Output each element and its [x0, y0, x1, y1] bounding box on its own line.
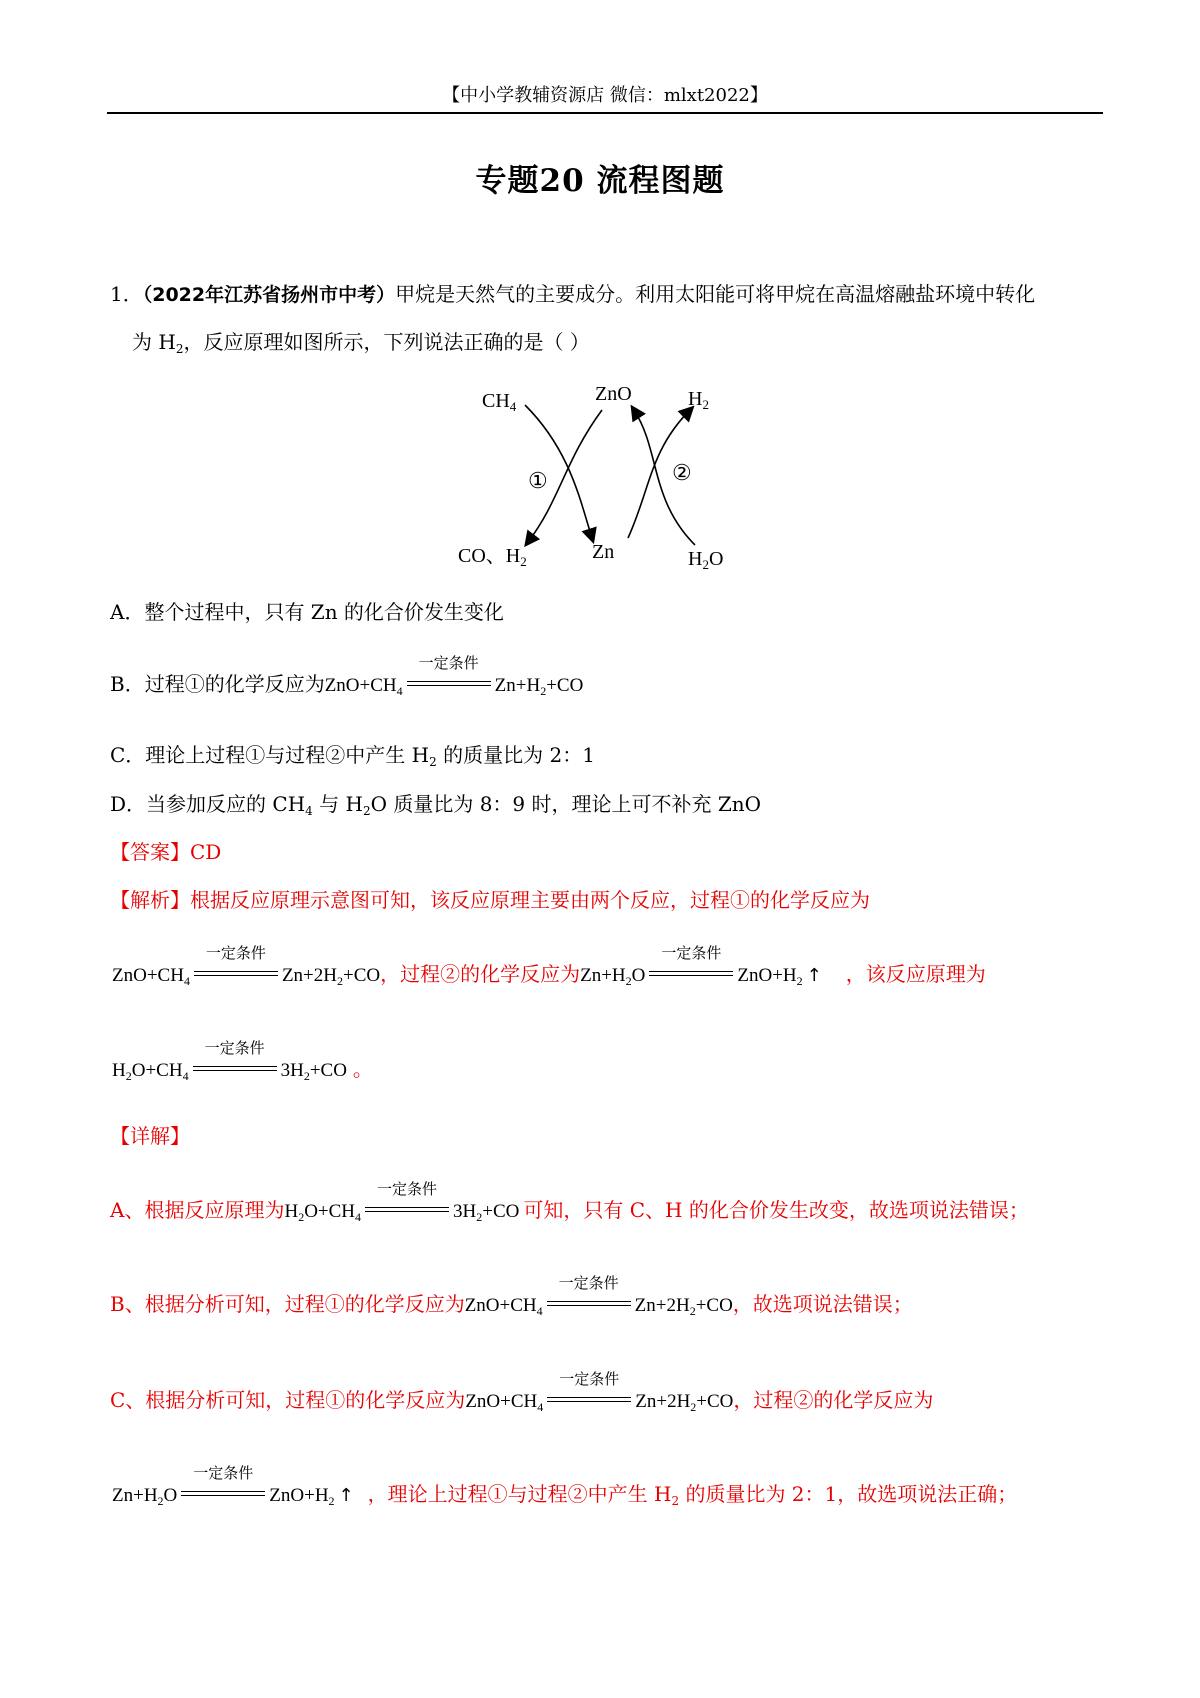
- reaction-diagram: [450, 380, 750, 580]
- h2-subscript: 2: [175, 342, 184, 356]
- page-title: 专题20 流程图题: [475, 163, 725, 199]
- answer-label: 【答案】: [110, 840, 190, 864]
- label-zn: Zn: [592, 541, 615, 563]
- reaction-2-formula: $Zn+H_2O$ 一定条件 $ZnO+H_2$ ↑: [580, 945, 822, 988]
- detail-c-line-2: $Zn+H_2O$ 一定条件 $ZnO+H_2$ ↑ ，理论上过程①与过程②中产生 $H_2$ 的质量比为 2：1，故选项说法正确；: [112, 1465, 1018, 1508]
- step-1-marker: ①: [528, 468, 548, 493]
- answer-value: CD: [190, 840, 222, 864]
- analysis-line-2: $ZnO+CH_4$ 一定条件 $Zn+2H_2+CO$，过程②的化学反应为$Zn+H_2O$ 一定条件 $ZnO+H_2$ ↑ ，该反应原理为: [112, 945, 986, 988]
- question-stem-line-2: [132, 328, 590, 356]
- reaction-1-formula: $ZnO+CH_4$ 一定条件 $Zn+2H_2+CO$: [112, 945, 381, 988]
- question-stem-2b: ，反应原理如图所示，下列说法正确的是（ ）: [183, 330, 590, 354]
- option-b-formula: $ZnO+CH_4$ 一定条件 $Zn+H_2+CO$: [325, 675, 584, 696]
- option-b-prefix: B．过程①的化学反应为: [110, 672, 325, 696]
- total-reaction-formula: $H_2O+CH_4$ 一定条件 $3H_2+CO$: [112, 1040, 347, 1083]
- option-c: C．理论上过程①与过程②中产生 $H_2$ 的质量比为 2：1: [110, 743, 595, 769]
- detail-a: A、根据反应原理为$H_2O+CH_4$ 一定条件 $3H_2+CO$ 可知，只有 C、H 的化合价发生改变，故选项说法错误；: [110, 1181, 1029, 1224]
- label-co-h2: CO、$H_2$: [458, 545, 527, 569]
- question-stem-2a: 为 H: [132, 330, 176, 354]
- option-d: D．当参加反应的 $CH_4$ 与 $H_2O$ 质量比为 8：9 时，理论上可不补充 ZnO: [110, 792, 762, 818]
- detail-b: B、根据分析可知，过程①的化学反应为$ZnO+CH_4$ 一定条件 $Zn+2H_2+CO$，故选项说法错误；: [110, 1275, 913, 1318]
- question-number: 1．: [110, 282, 143, 306]
- header-rule: [107, 112, 1103, 114]
- answer-line: [110, 838, 221, 866]
- detail-c-line-1: C、根据分析可知，过程①的化学反应为$ZnO+CH_4$ 一定条件 $Zn+2H_2+CO$，过程②的化学反应为: [110, 1371, 934, 1414]
- detail-label: 【详解】: [110, 1124, 190, 1148]
- question-source: （2022年江苏省扬州市中考）: [142, 284, 396, 306]
- analysis-line-3: $H_2O+CH_4$ 一定条件 $3H_2+CO$ 。: [112, 1040, 373, 1083]
- label-zno: ZnO: [595, 383, 632, 405]
- option-a: A．整个过程中，只有 Zn 的化合价发生变化: [110, 600, 504, 624]
- analysis-label: 【解析】: [110, 888, 190, 912]
- question-stem-line-1: [110, 280, 1035, 309]
- page-header: 【中小学教辅资源店 微信：mlxt2022】: [442, 85, 768, 106]
- label-ch4: $CH_4$: [482, 390, 517, 414]
- question-stem-1: 甲烷是天然气的主要成分。利用太阳能可将甲烷在高温熔融盐环境中转化: [395, 282, 1036, 306]
- label-h2o: $H_2O$: [688, 548, 724, 572]
- label-h2: $H_2$: [688, 388, 709, 412]
- option-b: [110, 655, 584, 701]
- step-2-marker: ②: [672, 460, 692, 485]
- condition-equals: 一定条件: [407, 673, 491, 701]
- analysis-line-1: 【解析】根据反应原理示意图可知，该反应原理主要由两个反应，过程①的化学反应为: [110, 888, 870, 912]
